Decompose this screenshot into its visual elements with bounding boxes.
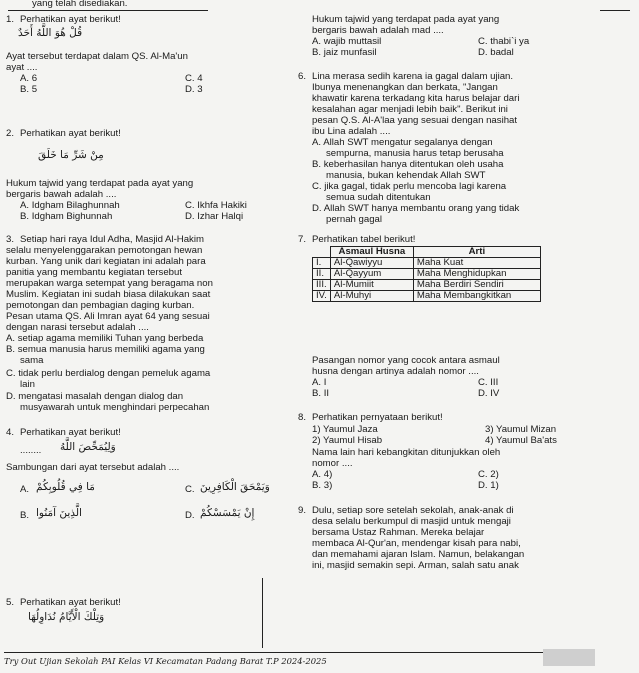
table-cell: Maha Menghidupkan xyxy=(413,269,540,280)
q6-option-a[interactable]: A. Allah SWT mengatur segalanya dengan xyxy=(312,137,493,148)
q1-stem: Perhatikan ayat berikut! xyxy=(20,14,121,25)
q6-option-b-cont: manusia, bukan kehendak Allah SWT xyxy=(326,170,486,181)
q8-question: nomor .... xyxy=(312,458,353,469)
q4-number: 4. xyxy=(6,427,15,438)
q5-option-b[interactable]: B. jaiz munfasil xyxy=(312,47,377,58)
q8-option-c[interactable]: C. 2) xyxy=(478,469,499,480)
q9-line: dan memahami ajaran Islam. Namun, belakangan xyxy=(312,549,525,560)
q6-option-d[interactable]: D. Allah SWT hanya membantu orang yang tidak xyxy=(312,203,520,214)
table-cell: III. xyxy=(313,280,331,291)
q3-option-c-cont: lain xyxy=(20,379,35,390)
q8-number: 8. xyxy=(298,412,307,423)
q7-after: husna dengan artinya adalah nomor .... xyxy=(312,366,479,377)
q3-option-b[interactable]: B. semua manusia harus memiliki agama yang xyxy=(6,344,205,355)
q3-line: Setiap hari raya Idul Adha, Masjid Al-Hakim xyxy=(20,234,204,245)
q8-option-d[interactable]: D. 1) xyxy=(478,480,499,491)
q3-number: 3. xyxy=(6,234,15,245)
q3-line: dengan narasi tersebut adalah .... xyxy=(6,322,149,333)
q3-option-d-cont: musyawarah untuk menghindari perpecahan xyxy=(20,402,210,413)
q4-option-b-arabic: الَّذِينَ آمَنُوا xyxy=(36,507,82,519)
q3-option-c[interactable]: C. tidak perlu berdialog dengan pemeluk agama xyxy=(6,368,211,379)
top-cut-text: yang telah disediakan. xyxy=(32,0,128,9)
stamp-image xyxy=(543,649,595,666)
q6-line: khawatir karena terkadang kita harus belajar dari xyxy=(312,93,520,104)
q5-option-a[interactable]: A. wajib muttasil xyxy=(312,36,382,47)
q1-option-c[interactable]: C. 4 xyxy=(185,73,203,84)
q4-option-d-arabic: إِنْ يَمْسَسْكُمْ xyxy=(200,507,255,519)
table-cell: II. xyxy=(313,269,331,280)
q8-option-a[interactable]: A. 4) xyxy=(312,469,333,480)
q3-line: pemotongan dan pembagian daging kurban. xyxy=(6,300,195,311)
q1-question-2: ayat .... xyxy=(6,62,38,73)
q2-number: 2. xyxy=(6,128,15,139)
q7-option-b[interactable]: B. II xyxy=(312,388,330,399)
table-cell: IV. xyxy=(313,291,331,302)
q9-line: ini, masjid semakin sepi. Arman, salah satu anak xyxy=(312,560,519,571)
q2-option-d[interactable]: D. Izhar Halqi xyxy=(185,211,244,222)
q2-option-c[interactable]: C. Ikhfa Hakiki xyxy=(185,200,247,211)
table-cell: Al-Qawiyyu xyxy=(330,258,413,269)
q6-line: ibu Lina adalah .... xyxy=(312,126,391,137)
footer-text: Try Out Ujian Sekolah PAI Kelas VI Kecamatan Padang Barat T.P 2024-2025 xyxy=(4,656,327,666)
asmaul-husna-table xyxy=(312,246,541,302)
table-row xyxy=(313,280,541,291)
q4-arabic: وَلِيُمَحِّصَ اللَّهُ xyxy=(60,441,116,453)
q1-option-d[interactable]: D. 3 xyxy=(185,84,203,95)
q7-option-c[interactable]: C. III xyxy=(478,377,499,388)
table-cell: Al-Qayyum xyxy=(330,269,413,280)
q6-line: kesalahan agar menjadi lebih baik". Berikut ini xyxy=(312,104,508,115)
q6-line: Ibunya menenangkan dan berkata, "Jangan xyxy=(312,82,498,93)
table-cell: Al-Mumiit xyxy=(330,280,413,291)
q9-number: 9. xyxy=(298,505,307,516)
q4-option-a-arabic: مَا فِي قُلُوبِكُمْ xyxy=(36,481,95,493)
divider xyxy=(600,10,630,11)
q3-line: kurban. Yang unik dari kegiatan ini adalah para xyxy=(6,256,206,267)
table-row xyxy=(313,291,541,302)
q3-line: merupakan warga setempat yang beragama non xyxy=(6,278,213,289)
q3-line: Pesan utama QS. Ali Imran ayat 64 yang sesuai xyxy=(6,311,210,322)
q1-option-a[interactable]: A. 6 xyxy=(20,73,38,84)
q6-option-b[interactable]: B. keberhasilan hanya ditentukan oleh usaha xyxy=(312,159,504,170)
footer-divider xyxy=(4,652,544,653)
q5-number: 5. xyxy=(6,597,15,608)
table-cell: Maha Membangkitkan xyxy=(413,291,540,302)
q2-question: Hukum tajwid yang terdapat pada ayat yang xyxy=(6,178,194,189)
q8-item: 3) Yaumul Mizan xyxy=(485,424,557,435)
q4-question: Sambungan dari ayat tersebut adalah .... xyxy=(6,462,180,473)
q4-option-c[interactable]: C. xyxy=(185,484,195,495)
q8-option-b[interactable]: B. 3) xyxy=(312,480,333,491)
q9-line: membaca Al-Qur'an, mendengar kisah para nabi, xyxy=(312,538,521,549)
q1-arabic: قُلْ هُوَ اللَّهُ أَحَدٌ xyxy=(18,27,83,39)
q6-option-c-cont: semua sudah ditentukan xyxy=(326,192,431,203)
q2-question-2: bergaris bawah adalah .... xyxy=(6,189,117,200)
q2-option-b[interactable]: B. Idgham Bighunnah xyxy=(20,211,113,222)
q1-option-b[interactable]: B. 5 xyxy=(20,84,38,95)
q7-number: 7. xyxy=(298,234,307,245)
q8-question: Nama lain hari kebangkitan ditunjukkan oleh xyxy=(312,447,501,458)
q8-item: 1) Yaumul Jaza xyxy=(312,424,378,435)
q4-stem: Perhatikan ayat berikut! xyxy=(20,427,121,438)
q6-number: 6. xyxy=(298,71,307,82)
q7-option-d[interactable]: D. IV xyxy=(478,388,500,399)
q6-option-a-cont: sempurna, manusia harus tetap berusaha xyxy=(326,148,504,159)
q8-stem: Perhatikan pernyataan berikut! xyxy=(312,412,443,423)
q3-option-a[interactable]: A. setiap agama memiliki Tuhan yang berbeda xyxy=(6,333,204,344)
q5-tail-line: bergaris bawah adalah mad .... xyxy=(312,25,444,36)
table-cell: Maha Berdiri Sendiri xyxy=(413,280,540,291)
q5-arabic: وَتِلْكَ الْأَيَّامُ نُدَاوِلُهَا xyxy=(28,611,105,623)
q7-after: Pasangan nomor yang cocok antara asmaul xyxy=(312,355,500,366)
q7-option-a[interactable]: A. I xyxy=(312,377,327,388)
q1-question: Ayat tersebut terdapat dalam QS. Al-Ma'un xyxy=(6,51,188,62)
q5-option-d[interactable]: D. badal xyxy=(478,47,514,58)
q6-option-d-cont: pernah gagal xyxy=(326,214,383,225)
q3-line: selalu menyelenggarakan pemotongan hewan xyxy=(6,245,203,256)
q6-line: Lina merasa sedih karena ia gagal dalam ujian. xyxy=(312,71,514,82)
table-row xyxy=(313,269,541,280)
table-cell: Al-Muhyi xyxy=(330,291,413,302)
q3-option-b-cont: sama xyxy=(20,355,44,366)
table-header-arti: Arti xyxy=(413,247,540,258)
q4-option-c-arabic: وَيَمْحَقَ الْكَافِرِينَ xyxy=(200,481,270,493)
q4-option-a[interactable]: A. xyxy=(20,484,30,495)
q5-stem: Perhatikan ayat berikut! xyxy=(20,597,121,608)
q9-line: bersama Ustaz Rahman. Mereka belajar xyxy=(312,527,485,538)
q3-line: Muslim. Kegiatan ini sudah biasa dilakukan saat xyxy=(6,289,211,300)
q3-line: panitia yang membantu kegiatan tersebut xyxy=(6,267,182,278)
q6-option-c[interactable]: C. jika gagal, tidak perlu mencoba lagi karena xyxy=(312,181,507,192)
table-corner xyxy=(313,247,331,258)
q9-line: Dulu, setiap sore setelah sekolah, anak-anak di xyxy=(312,505,514,516)
q1-number: 1. xyxy=(6,14,15,25)
table-header-asmaul: Asmaul Husna xyxy=(330,247,413,258)
q8-item: 4) Yaumul Ba'ats xyxy=(485,435,557,446)
q6-line: pesan Q.S. Al-A'laa yang sesuai dengan nasihat xyxy=(312,115,518,126)
q5-tail-line: Hukum tajwid yang terdapat pada ayat yang xyxy=(312,14,500,25)
q4-option-d[interactable]: D. xyxy=(185,510,195,521)
table-row xyxy=(313,258,541,269)
q2-arabic: مِنْ شَرِّ مَا خَلَقَ xyxy=(38,149,104,161)
q2-stem: Perhatikan ayat berikut! xyxy=(20,128,121,139)
q3-option-d[interactable]: D. mengatasi masalah dengan dialog dan xyxy=(6,391,184,402)
q4-blank: ........ xyxy=(20,445,42,456)
column-divider xyxy=(262,578,263,648)
table-cell: Maha Kuat xyxy=(413,258,540,269)
q7-stem: Perhatikan tabel berikut! xyxy=(312,234,416,245)
q4-option-b[interactable]: B. xyxy=(20,510,30,521)
q5-option-c[interactable]: C. thabi`i ya xyxy=(478,36,530,47)
q2-option-a[interactable]: A. Idgham Bilaghunnah xyxy=(20,200,120,211)
q9-line: desa selalu berkumpul di masjid untuk mengaji xyxy=(312,516,511,527)
table-cell: I. xyxy=(313,258,331,269)
q8-item: 2) Yaumul Hisab xyxy=(312,435,383,446)
divider xyxy=(8,10,208,11)
